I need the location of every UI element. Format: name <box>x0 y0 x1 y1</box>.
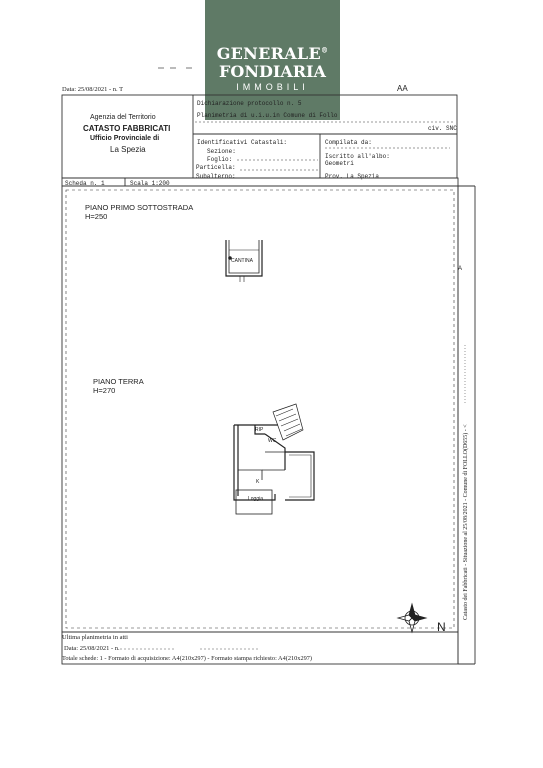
footer-date: Data: 25/08/2021 - n. <box>64 645 120 652</box>
brand-line3: IMMOBILI <box>236 82 309 92</box>
civ-text: civ. SNC <box>428 125 457 132</box>
room-wc: WC <box>268 438 277 444</box>
floor2-title: PIANO TERRA <box>93 377 144 386</box>
brand-line2: FONDIARIA <box>219 62 326 81</box>
scheda-label: Scheda n. 1 <box>65 180 105 187</box>
cantina-plan <box>226 240 262 282</box>
vertical-situazione: Catasto dei Fabbricati - Situazione al 25/08/2021 - Comune di FOLLO(D655) - < <box>463 424 469 620</box>
dichiarazione-text: Dichiarazione protocollo n. 5 <box>197 100 302 107</box>
floor2-height: H=270 <box>93 386 116 395</box>
agency-name: Agenzia del Territorio <box>90 114 156 121</box>
provincia-label: Prov. La Spezia <box>325 173 380 180</box>
identificativi-label: Identificativi Catastali: <box>197 139 288 146</box>
header-frame <box>62 95 457 178</box>
geometri-label: Geometri <box>325 160 354 167</box>
room-cantina: CANTINA <box>231 258 253 264</box>
pianoterra-plan <box>234 404 314 514</box>
ufficio-label: Ufficio Provinciale di <box>90 135 160 142</box>
floor1-title: PIANO PRIMO SOTTOSTRADA <box>85 203 194 212</box>
particella-label: Particella: <box>196 164 236 171</box>
drawing-frame <box>62 186 458 632</box>
scala-label: Scala 1:200 <box>130 180 170 187</box>
planimetria-text: Planimetria di u.i.u.in Comune di Follo <box>197 112 338 119</box>
code-top: AA <box>397 84 408 93</box>
catasto-title: CATASTO FABBRICATI <box>83 124 171 133</box>
north-label: N <box>437 620 446 634</box>
date-top: Data: 25/08/2021 - n. T <box>62 86 124 93</box>
iscritto-label: Iscritto all'albo: <box>325 153 390 160</box>
brand-line1: GENERALE® <box>216 44 329 63</box>
footer-totale: Totale schede: 1 - Formato di acquisizione: A4(210x297) - Formato stampa richiesto: A4(210x297) <box>62 655 312 662</box>
ultima-text: Ultima planimetria in atti <box>62 634 128 641</box>
side-mark: A <box>458 266 463 272</box>
foglio-label: Foglio: <box>207 156 233 163</box>
room-k: K <box>256 479 260 485</box>
sezione-label: Sezione: <box>207 148 236 155</box>
floor1-height: H=250 <box>85 212 108 221</box>
room-loggia: Loggia <box>248 496 264 502</box>
compilata-label: Compilata da: <box>325 139 372 146</box>
city-label: La Spezia <box>110 145 146 154</box>
room-rip: RIP <box>255 427 264 433</box>
subalterno-label: Subalterno: <box>196 173 236 180</box>
